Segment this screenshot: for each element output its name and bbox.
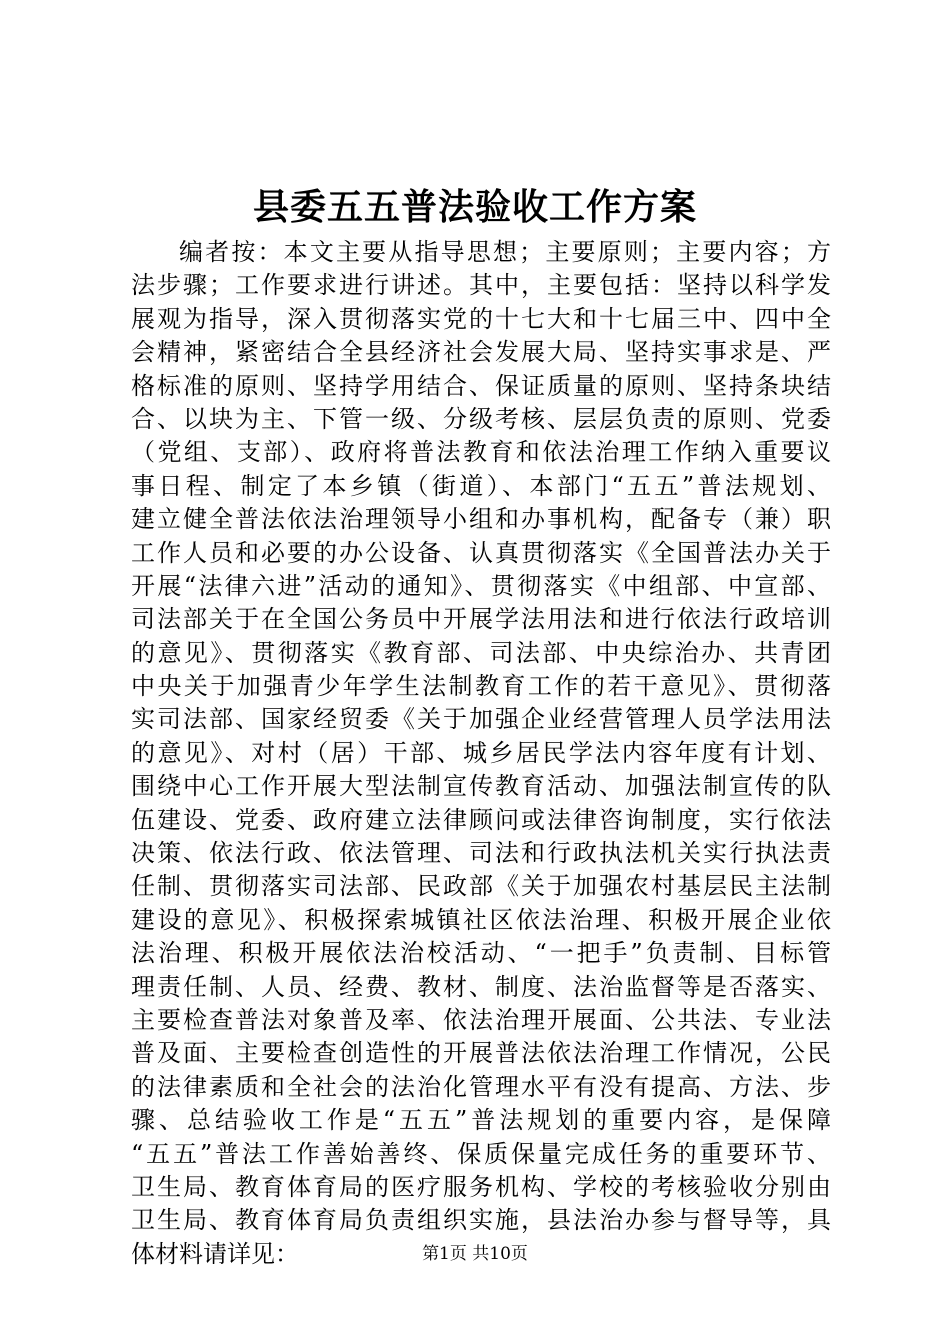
document-title: 县委五五普法验收工作方案 [252, 186, 697, 228]
body-text-line: 中央关于加强青少年学生法制教育工作的若干意见》、贯彻落 [131, 672, 831, 701]
body-text-line: 普及面、主要检查创造性的开展普法依法治理工作情况，公民 [131, 1039, 831, 1068]
body-text-line: 工作人员和必要的办公设备、认真贯彻落实《全国普法办关于 [131, 538, 831, 567]
body-text-line: 的法律素质和全社会的法治化管理水平有没有提高、方法、步 [131, 1072, 831, 1101]
body-text-line: 卫生局、教育体育局负责组织实施，县法治办参与督导等，具 [131, 1206, 831, 1235]
body-text-line: 会精神，紧密结合全县经济社会发展大局、坚持实事求是、严 [131, 338, 831, 367]
body-text-line: 实司法部、国家经贸委《关于加强企业经营管理人员学法用法 [131, 705, 831, 734]
body-text-line: 事日程、制定了本乡镇（街道）、本部门“五五”普法规划、 [131, 471, 831, 500]
page-number-footer: 第1页 共10页 [422, 1244, 528, 1264]
body-text-line: 伍建设、党委、政府建立法律顾问或法律咨询制度，实行依法 [131, 805, 831, 834]
document-body [131, 236, 831, 1271]
body-text-line: 主要检查普法对象普及率、依法治理开展面、公共法、专业法 [131, 1005, 831, 1034]
body-text-line: 的意见》、贯彻落实《教育部、司法部、中央综治办、共青团 [131, 638, 831, 667]
body-text-line: 展观为指导，深入贯彻落实党的十七大和十七届三中、四中全 [131, 304, 831, 333]
body-text-line: 的意见》、对村（居）干部、城乡居民学法内容年度有计划、 [131, 738, 831, 767]
body-text-line: 卫生局、教育体育局的医疗服务机构、学校的考核验收分别由 [131, 1172, 831, 1201]
body-text-line: 任制、贯彻落实司法部、民政部《关于加强农村基层民主法制 [131, 872, 831, 901]
body-text-line: 合、以块为主、下管一级、分级考核、层层负责的原则、党委 [131, 404, 831, 433]
body-text-line: 编者按：本文主要从指导思想；主要原则；主要内容；方 [179, 238, 831, 266]
body-text-line: 骤、总结验收工作是“五五”普法规划的重要内容，是保障 [131, 1106, 831, 1135]
body-text-line: 司法部关于在全国公务员中开展学法用法和进行依法行政培训 [131, 605, 831, 634]
body-text-line: 决策、依法行政、依法管理、司法和行政执法机关实行执法责 [131, 839, 831, 868]
body-text-line: 格标准的原则、坚持学用结合、保证质量的原则、坚持条块结 [131, 371, 831, 400]
body-text-line: 法治理、积极开展依法治校活动、“一把手”负责制、目标管 [131, 939, 831, 968]
body-text-line: 开展“法律六进”活动的通知》、贯彻落实《中组部、中宣部、 [131, 571, 831, 600]
body-text-line: 建设的意见》、积极探索城镇社区依法治理、积极开展企业依 [131, 905, 831, 934]
body-text-line: “五五”普法工作善始善终、保质保量完成任务的重要环节、 [131, 1139, 831, 1168]
body-text-line: 理责任制、人员、经费、教材、制度、法治监督等是否落实、 [131, 972, 831, 1001]
body-text-line: （党组、支部）、政府将普法教育和依法治理工作纳入重要议 [131, 438, 831, 467]
body-text-line: 围绕中心工作开展大型法制宣传教育活动、加强法制宣传的队 [131, 772, 831, 801]
body-text-line: 建立健全普法依法治理领导小组和办事机构，配备专（兼）职 [131, 505, 831, 534]
body-text-line: 体材料请详见： [131, 1239, 299, 1268]
body-text-line: 法步骤；工作要求进行讲述。其中，主要包括：坚持以科学发 [131, 271, 831, 300]
